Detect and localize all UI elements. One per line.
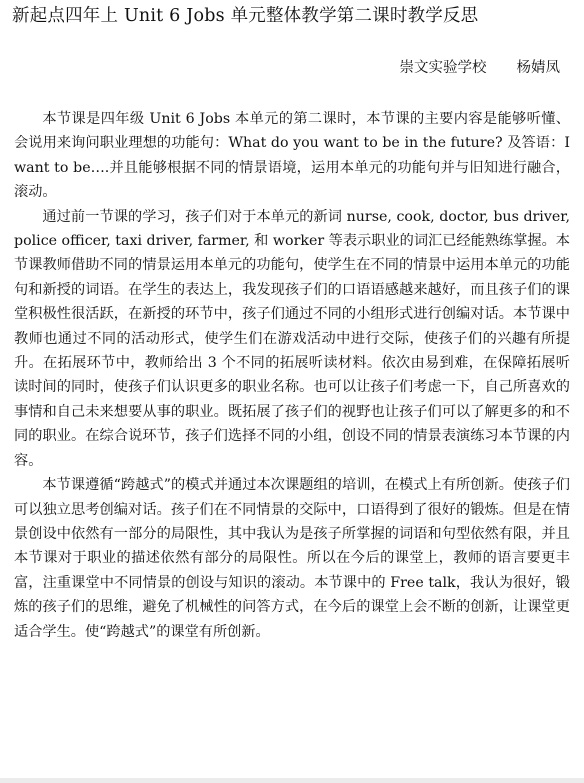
paragraph: 本节课遵循“跨越式”的模式并通过本次课题组的培训，在模式上有所创新。使孩子们可以独立思考创编对话。孩子们在不同情景的交际中，口语得到了很好的锻炼。但是在情景创设中依然有一部分的局限性，其中我认为是孩子所掌握的词语和句型依然有限，并且本节课对于职业的描述依然有部分的局限性。所以在今后的课堂上，教师的语言要更丰富，注重课堂中不同情景的创设与知识的滚动。本节课中的 Free talk，我认为很好，锻炼的孩子们的思维，避免了机械性的问答方式，在今后的课堂上会不断的创新，让课堂更适合学生。使“跨越式”的课堂有所创新。 [14,477,570,640]
document-title: 新起点四年上 Unit 6 Jobs 单元整体教学第二课时教学反思 [12,6,479,26]
document-body [14,107,570,644]
paragraph: 通过前一节课的学习，孩子们对于本单元的新词 nurse, cook, doctor, bus driver, police officer, taxi driver, farmer, 和 worker 等表示职业的词汇已经能熟练掌握。本节课教师借助不同的情景运用本单元的功能句，使学生在不同的情景中运用本单元的功能句和新授的词语。在学生的表达上，我发现孩子们的口语语感越来越好，而且孩子们的课堂积极性很活跃，在新授的环节中，孩子们通过不同的小组形式进行创编对话。本节课中教师也通过不同的活动形式，使学生们在游戏活动中进行交际，使孩子们的兴趣有所提升。在拓展环节中，教师给出 3 个不同的拓展听读材料。依次由易到难，在保障拓展听读时间的同时，使孩子们认识更多的职业名称。也可以让孩子们考虑一下，自己所喜欢的事情和自己未来想要从事的职业。既拓展了孩子们的视野也让孩子们可以了解更多的和不同的职业。在综合说环节，孩子们选择不同的小组，创设不同的情景表演练习本节课的内容。 [14,208,570,469]
author-name: 杨婧凤 [516,60,560,76]
paragraph: 本节课是四年级 Unit 6 Jobs 本单元的第二课时，本节课的主要内容是能够听懂、会说用来询问职业理想的功能句：What do you want to be in the future? 及答语：I want to be….并且能够根据不同的情景语境，运用本单元的功能句并与旧知进行融合，滚动。 [14,111,570,201]
school-name: 崇文实验学校 [399,60,487,76]
author-line [400,58,561,78]
page-bottom-edge [0,778,584,783]
